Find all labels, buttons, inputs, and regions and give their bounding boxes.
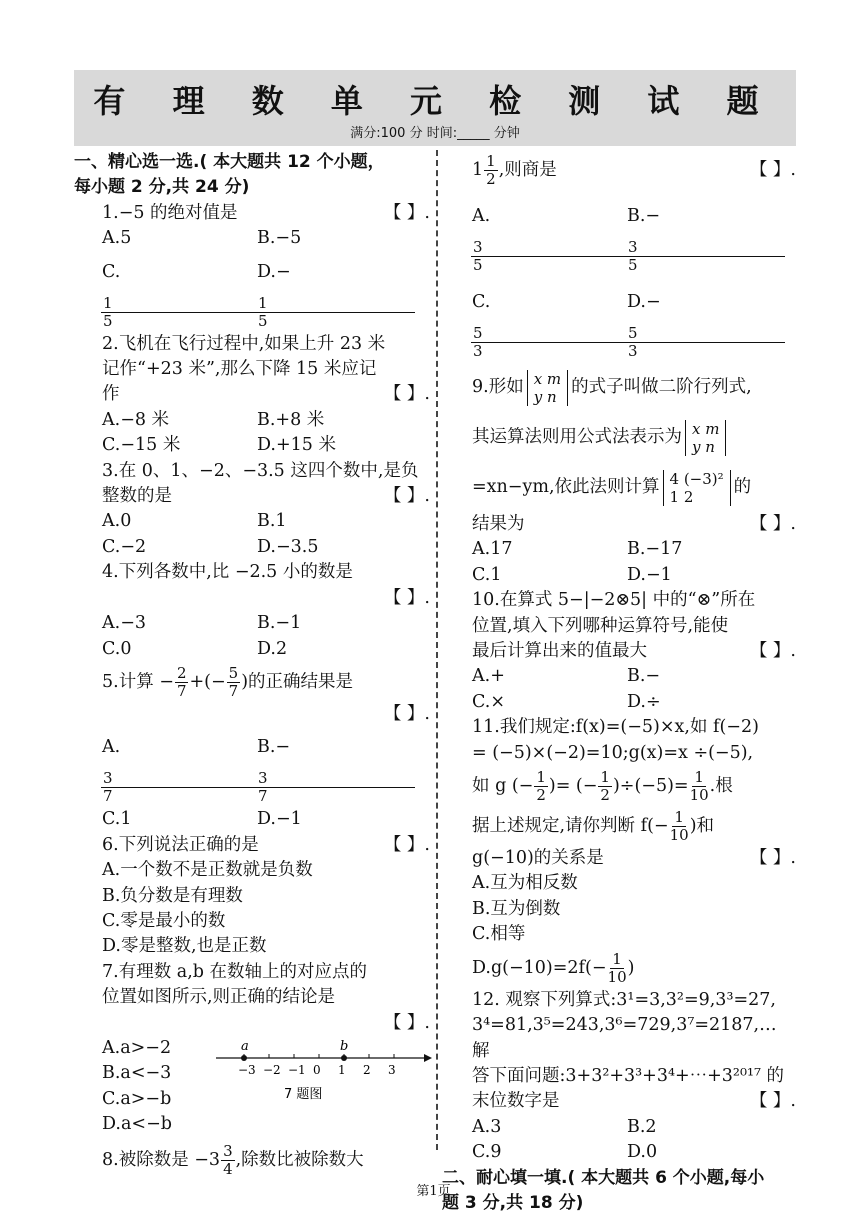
arrow-right-icon: [424, 1054, 432, 1062]
question-7: 7.有理数 a,b 在数轴上的对应点的 位置如图所示,则正确的结论是 【 】.: [102, 961, 430, 1033]
page-title: 有 理 数 单 元 检 测 试 题: [93, 82, 777, 120]
answer-bracket: 【 】.: [383, 834, 430, 855]
q7-option-d: D.a<−b: [102, 1114, 172, 1135]
q7-option-c: C.a>−b: [102, 1088, 172, 1109]
label-a: a: [241, 1038, 249, 1054]
answer-bracket: 【 】.: [383, 587, 430, 608]
question-5: 5.计算 − $\frac{2}{7}$ +(− $\frac{5}{7}$ )的正确结果是: [102, 663, 354, 700]
answer-bracket: 【 】.: [749, 641, 796, 662]
question-8: 8.被除数是 −3 $\frac{3}{4}$ ,除数比被除数大: [102, 1141, 364, 1178]
tick-label: 3: [388, 1062, 396, 1077]
title-band: [74, 70, 796, 146]
q7-option-a: A.a>−2: [102, 1037, 172, 1058]
q12-options-ab: A.3 B.2: [472, 1116, 657, 1137]
q6-option-d: D.零是整数,也是正数: [102, 936, 267, 957]
q12-options-cd: C.9 D.0: [472, 1142, 658, 1163]
q6-option-a: A.一个数不是正数就是负数: [102, 860, 313, 881]
section1-heading: 一、精心选一选.( 本大题共 12 个小题， 每小题 2 分,共 24 分): [74, 152, 385, 198]
question-4: 4.下列各数中,比 −2.5 小的数是 【 】.: [102, 562, 430, 608]
answer-bracket: 【 】.: [749, 1091, 796, 1112]
q9-line3: =xn−ym,依此法则计算 4 (−3)² 1 2 的: [472, 469, 752, 506]
question-12: 12. 观察下列算式:3¹=3,3²=9,3³=27, 3⁴=81,3⁵=243,3⁶=729,3⁷=2187,… 解 答下面问题:3+3²+3³+3⁴+⋯+3²⁰¹⁷ 的 末位数字是 【 】.: [444, 988, 796, 1115]
q10-options-ab: A.+ B.−: [472, 666, 661, 687]
tick-label: 2: [363, 1062, 371, 1077]
question-8-continued: 1 $\frac{1}{2}$ ,则商是 【 】.: [472, 152, 796, 188]
score-time-line: 满分:100 分 时间:_____ 分钟: [350, 126, 520, 141]
question-6: 6.下列说法正确的是 【 】.: [74, 833, 430, 858]
answer-bracket: 【 】.: [383, 703, 430, 724]
determinant-calc: 4 (−3)² 1 2: [663, 470, 731, 506]
q9-options-cd: C.1 D.−1: [472, 564, 672, 585]
left-column: [74, 150, 430, 1180]
question-3: 3.在 0、1、−2、−3.5 这四个数中,是负 整数的是 【 】.: [74, 459, 430, 510]
q9-options-ab: A.17 B.−17: [472, 539, 683, 560]
q9-line4: 结果为 【 】.: [444, 512, 796, 537]
q11-line3: 如 g (− $\frac{1}{2}$ )= (− $\frac{1}{2}$ )÷(−5)= $\frac{1}{10}$ .根: [472, 768, 733, 805]
answer-bracket: 【 】.: [383, 486, 430, 507]
q3-options-cd: C.−2 D.−3.5: [102, 536, 319, 557]
answer-bracket: 【 】.: [383, 202, 430, 223]
point-a: [241, 1055, 247, 1061]
question-2: 2.飞机在飞行过程中,如果上升 23 米 记作“+23 米”,那么下降 15 米应记 作 【 】.: [74, 332, 430, 408]
tick-label: −2: [263, 1062, 281, 1077]
right-column: [444, 150, 796, 1216]
q8-options-ab: A. $\frac{3}{5}$ B.− $\frac{3}{5}$: [444, 196, 796, 276]
q6-option-b: B.负分数是有理数: [102, 885, 243, 906]
q11-option-a: A.互为相反数: [472, 873, 578, 894]
tick-label: −1: [288, 1062, 306, 1077]
q5-bracket-row: [74, 702, 430, 727]
page-number: 第1页: [416, 1184, 451, 1199]
point-b: [341, 1055, 347, 1061]
answer-bracket: 【 】.: [749, 160, 796, 180]
q2-options-ab: A.−8 米 B.+8 米: [102, 409, 325, 430]
column-divider: [436, 150, 438, 1150]
question-9: 9.形如 x m y n 的式子叫做二阶行列式,: [472, 369, 752, 406]
q9-line2: 其运算法则用公式法表示为 x m y n: [444, 412, 796, 462]
q11-option-b: B.互为倒数: [472, 898, 561, 919]
q1-options-ab: A.5 B.−5: [102, 228, 302, 249]
q8-options-cd: C. $\frac{5}{3}$ D.− $\frac{5}{3}$: [444, 282, 796, 362]
section2-heading: 二、耐心填一填.( 本大题共 6 个小题,每小 题 3 分,共 18 分): [442, 1167, 765, 1213]
q5-options-ab: A. $\frac{3}{7}$ B.− $\frac{3}{7}$: [74, 727, 430, 807]
tick-label: 1: [338, 1062, 346, 1077]
answer-bracket: 【 】.: [749, 514, 796, 534]
q5-options-cd: C.1 D.−1: [102, 809, 302, 830]
label-b: b: [340, 1038, 349, 1054]
q11-line5: g(−10)的关系是 【 】.: [444, 846, 796, 871]
tick-label: −3: [238, 1062, 256, 1077]
q3-options-ab: A.0 B.1: [102, 511, 287, 532]
determinant: x m y n: [685, 420, 726, 456]
q11-line4: 据上述规定,请你判断 f(− $\frac{1}{10}$ )和: [472, 808, 715, 845]
answer-bracket: 【 】.: [383, 1012, 430, 1033]
q11-option-d: D.g(−10)=2f(− $\frac{1}{10}$ ): [472, 949, 635, 986]
q4-options-ab: A.−3 B.−1: [102, 613, 302, 634]
q2-options-cd: C.−15 米 D.+15 米: [102, 435, 336, 456]
question-1: 1.−5 的绝对值是 【 】.: [74, 201, 430, 226]
answer-bracket: 【 】.: [383, 384, 430, 405]
figure-caption: 7 题图: [284, 1086, 323, 1102]
q10-options-cd: C.× D.÷: [472, 691, 661, 712]
q7-options-block: [74, 1036, 430, 1140]
question-11: 11.我们规定:f(x)=(−5)×x,如 f(−2) = (−5)×(−2)=10;g(x)=x ÷(−5),: [472, 717, 759, 763]
q4-options-cd: C.0 D.2: [102, 638, 288, 659]
q6-option-c: C.零是最小的数: [102, 910, 226, 931]
answer-bracket: 【 】.: [749, 848, 796, 869]
q1-options-cd: C. $\frac{1}{5}$ D.− $\frac{1}{5}$: [74, 252, 430, 332]
determinant: x m y n: [527, 370, 568, 406]
fraction: $\frac{1}{5}$: [103, 295, 258, 330]
q11-option-c: C.相等: [472, 924, 526, 945]
q7-option-b: B.a<−3: [102, 1063, 172, 1084]
question-10: 10.在算式 5−|−2⊗5| 中的“⊗”所在 位置,填入下列哪种运算符号,能使 最后计算出来的值最大 【 】.: [444, 588, 796, 664]
number-line-figure: [212, 1036, 432, 1106]
tick-label: 0: [313, 1062, 321, 1077]
fraction: $\frac{1}{5}$: [258, 295, 413, 330]
